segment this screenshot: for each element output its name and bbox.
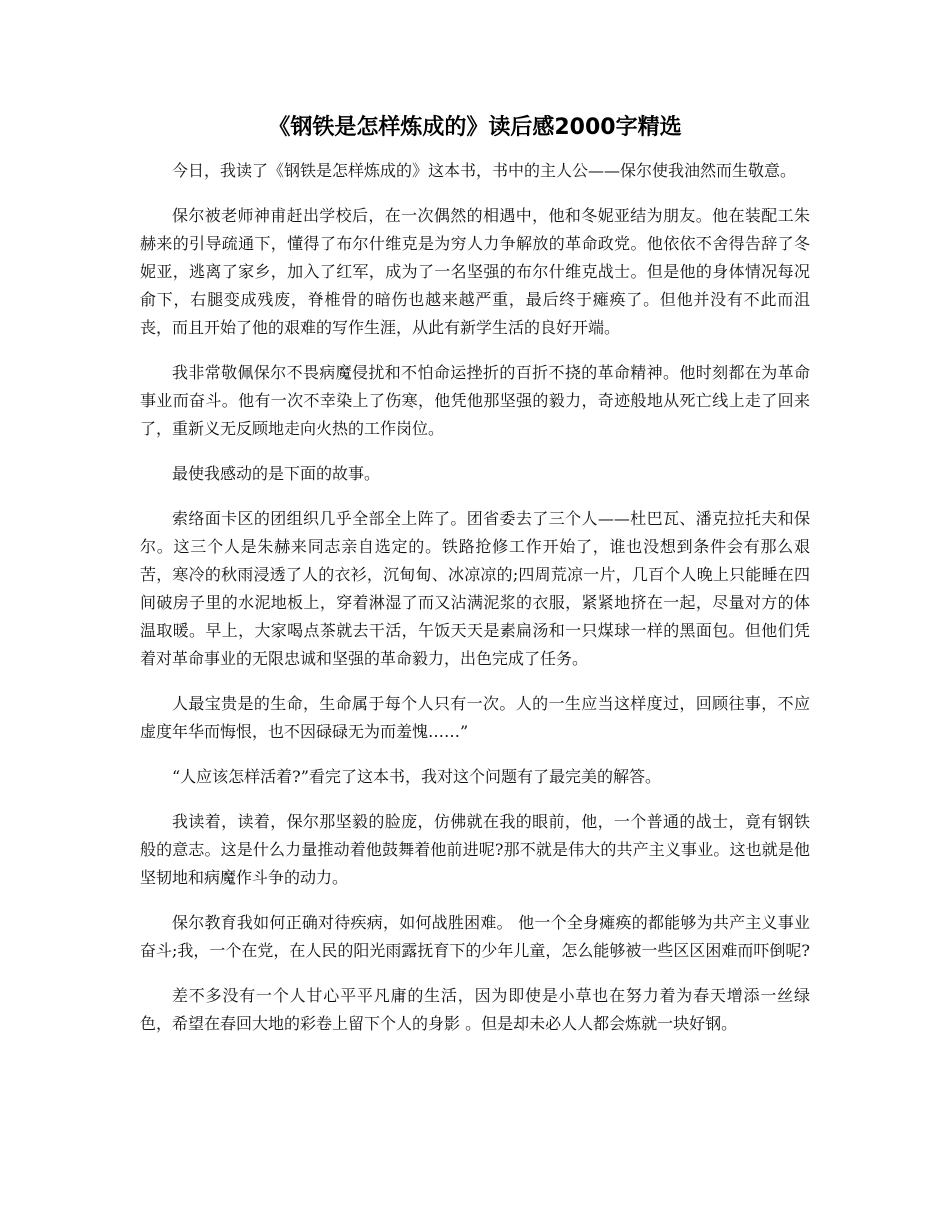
paragraph: 索络面卡区的团组织几乎全部全上阵了。团省委去了三个人——杜巴瓦、潘克拉托夫和保尔。这三个人是朱赫来同志亲自选定的。铁路抢修工作开始了，谁也没想到条件会有那么艰苦，寒冷的秋雨浸透了人的衣衫，沉甸甸、冰凉凉的;四周荒凉一片，几百个人晚上只能睡在四间破房子里的水泥地板上，穿着淋湿了而又沾满泥浆的衣服，紧紧地挤在一起，尽量对方的体温取暖。早上，大家喝点茶就去干活，午饭天天是素扁汤和一只煤球一样的黑面包。但他们凭着对革命事业的无限忠诚和坚强的革命毅力，出色完成了任务。 — [140, 509, 810, 668]
paragraph: 今日，我读了《钢铁是怎样炼成的》这本书，书中的主人公——保尔使我油然而生敬意。 — [172, 161, 797, 180]
document-title: 《钢铁是怎样炼成的》读后感2000字精选 — [268, 115, 682, 140]
paragraph: 我非常敬佩保尔不畏病魔侵扰和不怕命运挫折的百折不挠的革命精神。他时刻都在为革命事业而奋斗。他有一次不幸染上了伤寒，他凭他那坚强的毅力，奇迹般地从死亡线上走了回来了，重新义无反顾地走向火热的工作岗位。 — [140, 363, 810, 438]
document-body — [140, 157, 810, 1055]
paragraph: 保尔被老师神甫赶出学校后，在一次偶然的相遇中，他和冬妮亚结为朋友。他在装配工朱赫来的引导疏通下，懂得了布尔什维克是为穷人力争解放的革命政党。他依依不舍得告辞了冬妮亚，逃离了家乡，加入了红军，成为了一名坚强的布尔什维克战士。但是他的身体情况每况俞下，右腿变成残废，脊椎骨的暗伤也越来越严重，最后终于瘫痪了。但他并没有不此而沮丧，而且开始了他的艰难的写作生涯，从此有新学生活的良好开端。 — [140, 206, 810, 337]
paragraph: 最使我感动的是下面的故事。 — [172, 464, 381, 483]
paragraph: 保尔教育我如何正确对待疾病，如何战胜困难。 他一个全身瘫痪的都能够为共产主义事业奋斗;我，一个在党，在人民的阳光雨露抚育下的少年儿童，怎么能够被一些区区困难而吓倒呢? — [140, 913, 810, 960]
paragraph: “人应该怎样活着?”看完了这本书，我对这个问题有了最完美的解答。 — [172, 767, 661, 786]
paragraph: 差不多没有一个人甘心平平凡庸的生活，因为即使是小草也在努力着为春天增添一丝绿色，希望在春回大地的彩卷上留下个人的身影 。但是却未必人人都会炼就一块好钢。 — [140, 986, 810, 1033]
paragraph: 人最宝贵是的生命，生命属于每个人只有一次。人的一生应当这样度过，回顾往事，不应虚度年华而悔恨，也不因碌碌无为而羞愧……” — [140, 694, 810, 741]
paragraph: 我读着，读着，保尔那坚毅的脸庞，仿佛就在我的眼前，他，一个普通的战士，竟有钢铁般的意志。这是什么力量推动着他鼓舞着他前进呢?那不就是伟大的共产主义事业。这也就是他坚韧地和病魔作斗争的动力。 — [140, 812, 810, 887]
